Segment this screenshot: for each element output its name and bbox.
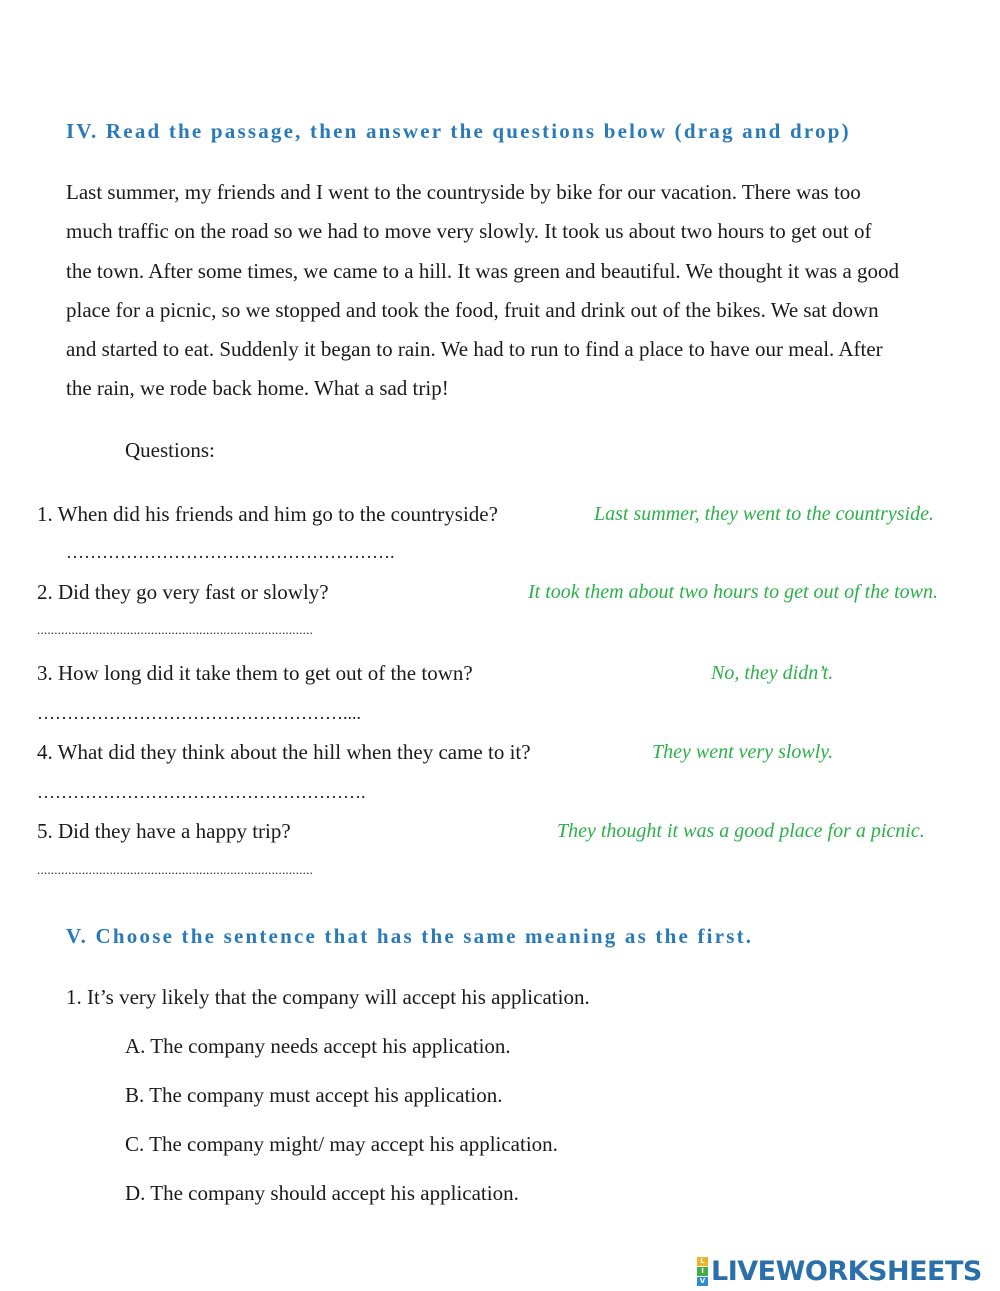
option-d[interactable]: D. The company should accept his application. bbox=[125, 1181, 519, 1205]
logo-text: LIVEWORKSHEETS bbox=[711, 1255, 982, 1287]
answer-blank-5[interactable]: ................................................................................ bbox=[37, 862, 313, 877]
draggable-answer-5[interactable]: They thought it was a good place for a picnic. bbox=[557, 820, 925, 842]
passage-line: the town. After some times, we came to a hill. It was green and beautiful. We thought it was a good bbox=[66, 258, 900, 283]
option-c[interactable]: C. The company might/ may accept his application. bbox=[125, 1132, 558, 1156]
answer-blank-1[interactable]: ………………………………………………. bbox=[66, 542, 395, 562]
logo-box: V bbox=[697, 1277, 708, 1286]
section-5-title: V. Choose the sentence that has the same meaning as the first. bbox=[66, 924, 754, 948]
draggable-answer-2[interactable]: It took them about two hours to get out of the town. bbox=[528, 581, 938, 603]
choice-question-1: 1. It’s very likely that the company will accept his application. bbox=[66, 985, 590, 1009]
question-2-text: 2. Did they go very fast or slowly? bbox=[37, 580, 329, 604]
passage-line: the rain, we rode back home. What a sad trip! bbox=[66, 376, 449, 401]
draggable-answer-1[interactable]: Last summer, they went to the countryside. bbox=[594, 503, 934, 525]
option-a[interactable]: A. The company needs accept his application. bbox=[125, 1034, 511, 1058]
draggable-answer-4[interactable]: They went very slowly. bbox=[652, 741, 834, 763]
reading-passage bbox=[66, 173, 966, 409]
questions-label: Questions: bbox=[125, 438, 215, 462]
liveworksheets-logo bbox=[697, 1254, 982, 1288]
passage-line: place for a picnic, so we stopped and took the food, fruit and drink out of the bikes. We sat down bbox=[66, 297, 879, 322]
question-3-text: 3. How long did it take them to get out of the town? bbox=[37, 661, 473, 685]
option-b[interactable]: B. The company must accept his application. bbox=[125, 1083, 503, 1107]
question-1-text: 1. When did his friends and him go to the countryside? bbox=[37, 502, 498, 526]
draggable-answer-3[interactable]: No, they didn’t. bbox=[711, 662, 834, 684]
passage-line: Last summer, my friends and I went to the countryside by bike for our vacation. There was too bbox=[66, 180, 861, 204]
logo-box: L bbox=[697, 1257, 708, 1266]
question-5-text: 5. Did they have a happy trip? bbox=[37, 819, 291, 843]
answer-blank-4[interactable]: ………………………………………………. bbox=[37, 782, 366, 802]
passage-line: and started to eat. Suddenly it began to rain. We had to run to find a place to have our meal. After bbox=[66, 337, 883, 362]
answer-blank-3[interactable]: …………………………………………….... bbox=[37, 703, 361, 723]
passage-line: much traffic on the road so we had to move very slowly. It took us about two hours to get out of bbox=[66, 219, 872, 244]
answer-blank-2[interactable]: ................................................................................ bbox=[37, 622, 313, 637]
logo-box: I bbox=[697, 1267, 708, 1276]
question-4-text: 4. What did they think about the hill when they came to it? bbox=[37, 740, 531, 764]
logo-icon bbox=[697, 1257, 708, 1286]
section-4-title: IV. Read the passage, then answer the questions below (drag and drop) bbox=[66, 119, 851, 143]
